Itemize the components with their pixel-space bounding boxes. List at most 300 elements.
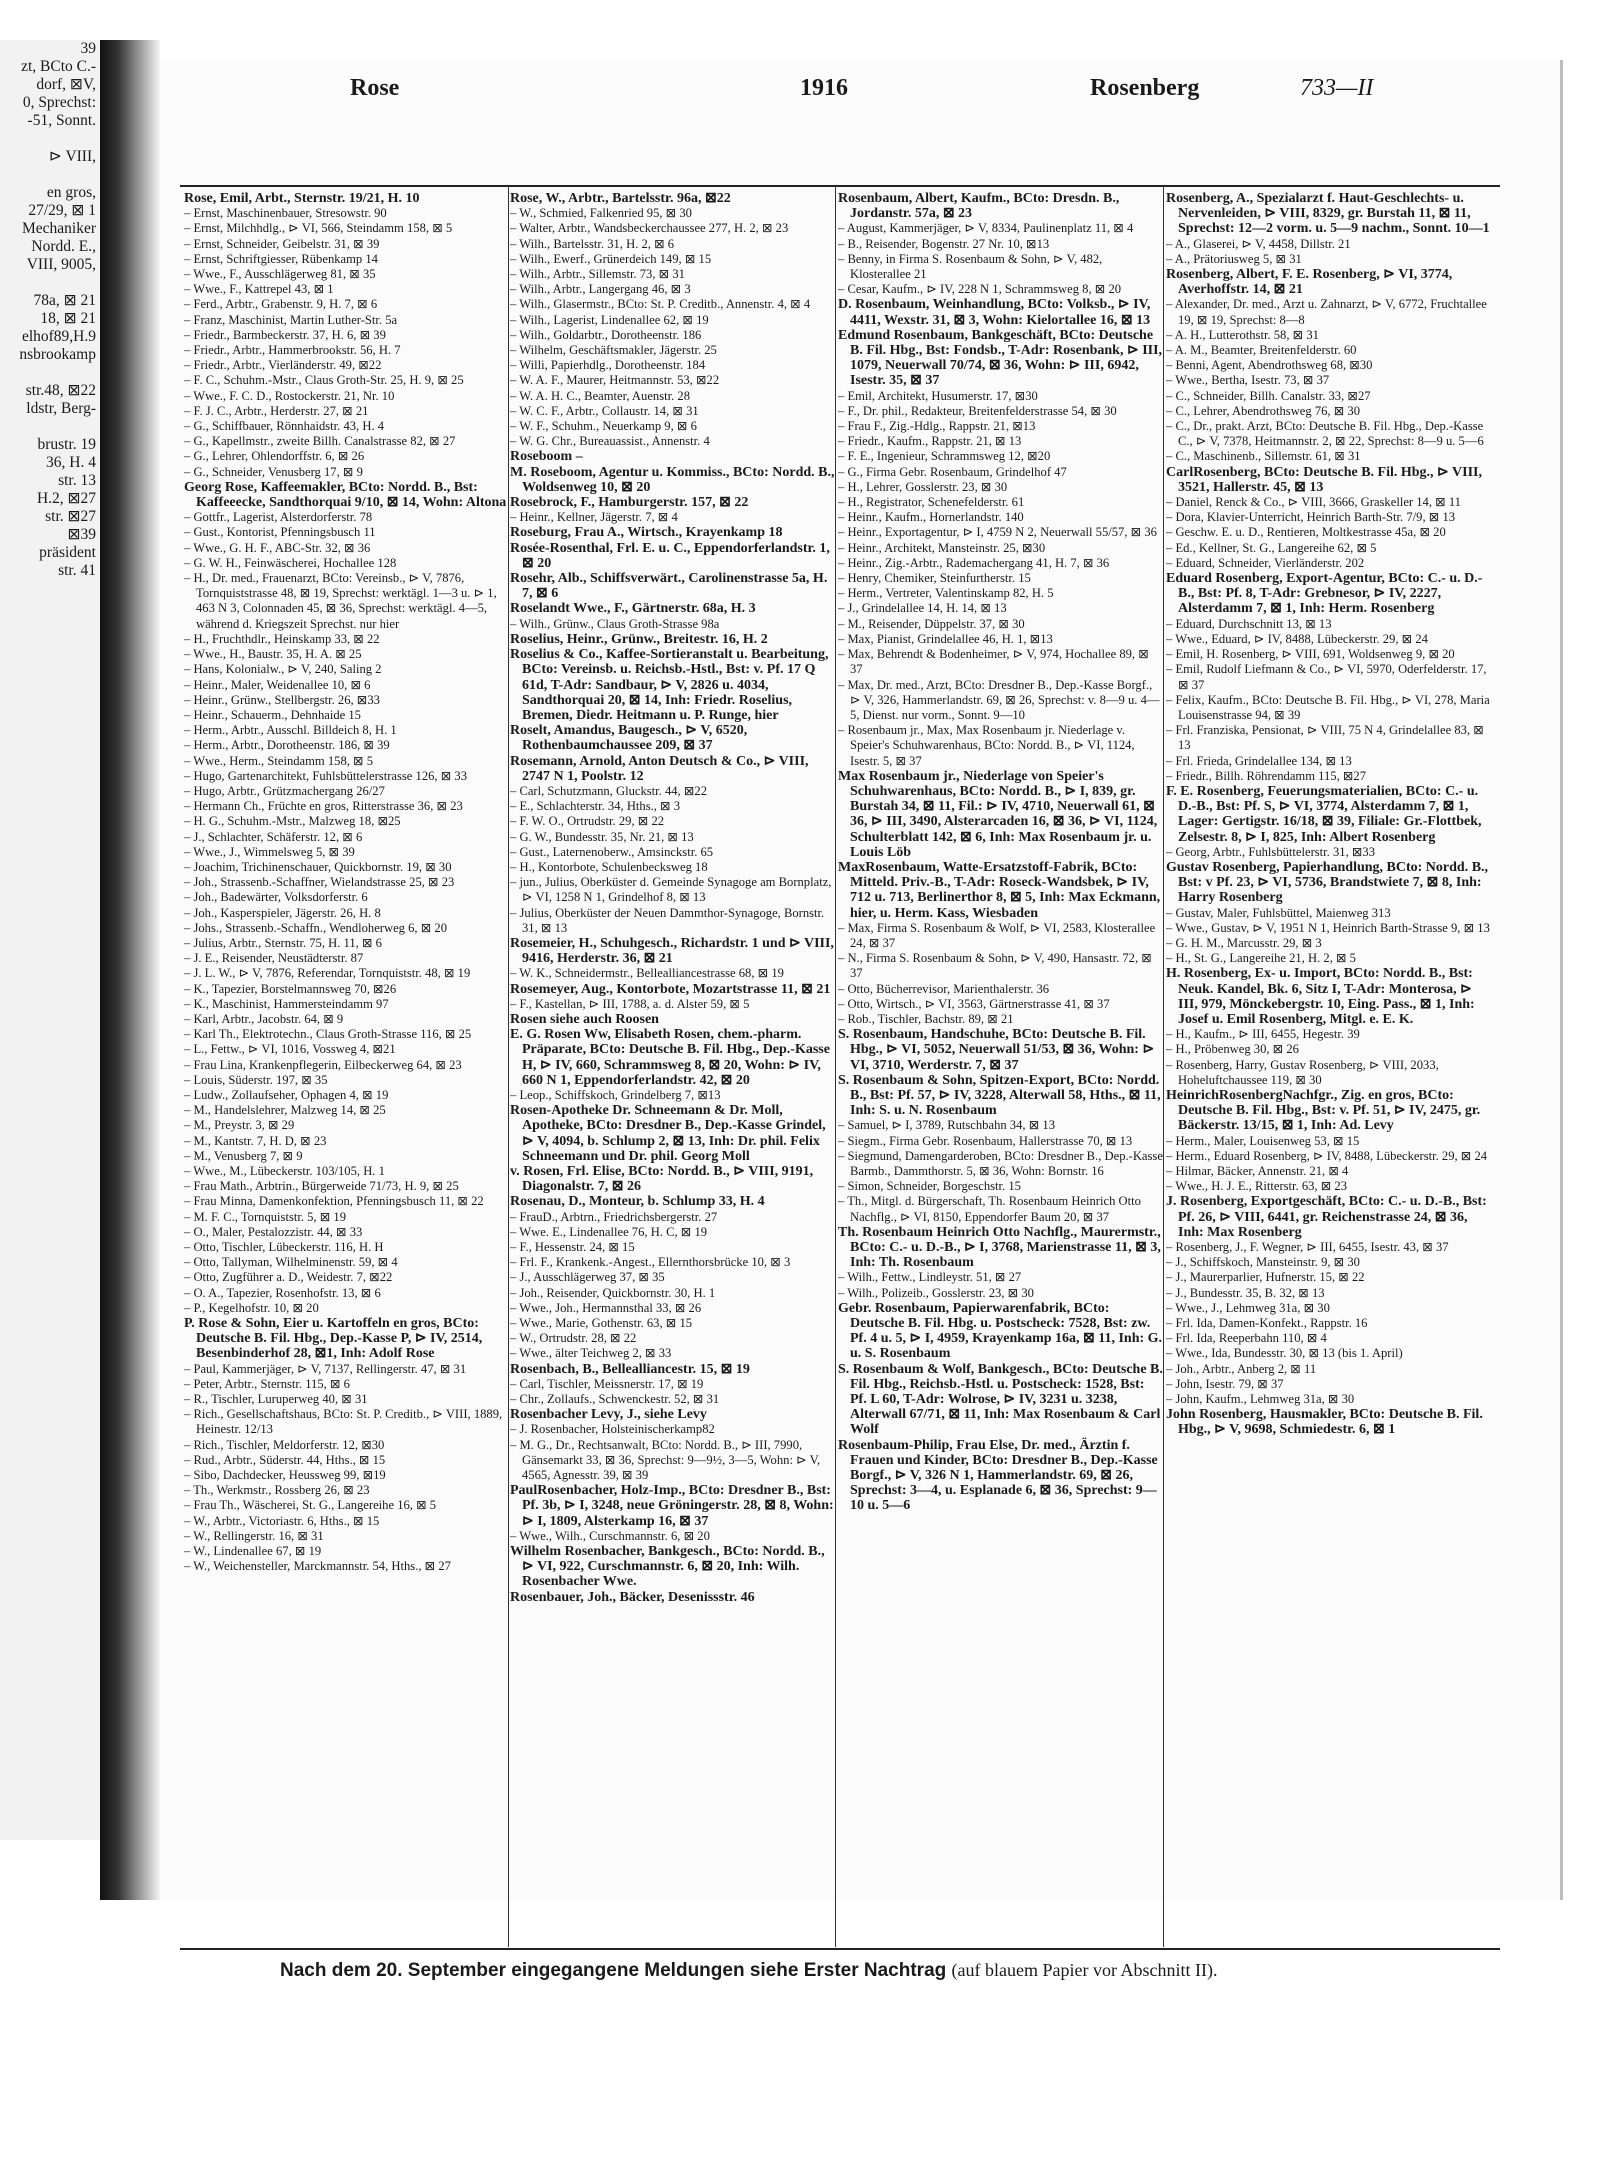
directory-entry: – Wilh., Lagerist, Lindenallee 62, ⊠ 19 <box>510 312 709 327</box>
directory-entry: – W. A. F., Maurer, Heitmannstr. 53, ⊠22 <box>510 373 720 388</box>
facing-page-fragment: 0, Sprechst: <box>22 94 96 111</box>
directory-entry: – G., Schiffbauer, Rönnhaidstr. 43, H. 4 <box>184 419 385 434</box>
directory-entry: – Wwe., Gustav, ⊳ V, 1951 N 1, Heinrich Barth-Strasse 9, ⊠ 13 <box>1166 920 1490 935</box>
facing-page-fragment <box>0 274 100 292</box>
directory-entry: – C., Dr., prakt. Arzt, BCto: Deutsche B. Fil. Hbg., Dep.-Kasse C., ⊳ V, 7378, Heitmannstr. 2, ⊠ 22, Sprechst: 8—9 u. 5—6 <box>1166 419 1484 449</box>
directory-entry: – Wilh., Arbtr., Langergang 46, ⊠ 3 <box>510 282 691 297</box>
directory-entry: – W., Schmied, Falkenried 95, ⊠ 30 <box>510 206 692 221</box>
directory-entry: – Emil, H. Rosenberg, ⊳ VIII, 691, Woldsenweg 9, ⊠ 20 <box>1166 647 1455 662</box>
facing-page-fragment: Nordd. E., <box>31 238 96 255</box>
directory-entry: – Siegmund, Damengarderoben, BCto: Dresdner B., Dep.-Kasse Barmb., Dammthorstr. 5, ⊠ 36, Wohn: Bornstr. 16 <box>838 1148 1163 1178</box>
directory-entry: – Rosenberg, J., F. Wegner, ⊳ III, 6455, Isestr. 43, ⊠ 37 <box>1166 1240 1449 1255</box>
directory-entry: – W. F., Schuhm., Neuerkamp 9, ⊠ 6 <box>510 419 697 434</box>
directory-entry: MaxRosenbaum, Watte-Ersatzstoff-Fabrik, BCto: Mitteld. Priv.-B., T-Adr: Roseck-Wandsbek, ⊳ IV, 712 u. 713, Berlinerthor 8, ⊠ 5, Inh: Max Eckmann, hier, u. Herm. Kass, Wiesbaden <box>838 859 1161 921</box>
directory-entry: – H., Kaufm., ⊳ III, 6455, Hegestr. 39 <box>1166 1027 1360 1042</box>
directory-entry: – Rosenberg, Harry, Gustav Rosenberg, ⊳ VIII, 2033, Hoheluftchaussee 119, ⊠ 30 <box>1166 1057 1439 1087</box>
facing-page-fragment: 78a, ⊠ 21 <box>33 292 96 309</box>
directory-entry: – C., Lehrer, Abendrothsweg 76, ⊠ 30 <box>1166 403 1361 418</box>
header-last-name: Rosenberg <box>1090 75 1200 101</box>
facing-page-fragment: str. ⊠27 <box>45 508 96 525</box>
directory-entry: – Ferd., Arbtr., Grabenstr. 9, H. 7, ⊠ 6 <box>184 297 378 312</box>
facing-page-fragment: Mechaniker <box>21 220 96 237</box>
directory-entry: – Alexander, Dr. med., Arzt u. Zahnarzt, ⊳ V, 6772, Fruchtallee 19, ⊠ 19, Sprechst: 8—8 <box>1166 297 1487 327</box>
facing-page-edge <box>0 40 100 1840</box>
facing-page-fragment: 27/29, ⊠ 1 <box>28 202 96 219</box>
directory-entry: – Wilh., Grünw., Claus Groth-Strasse 98a <box>510 616 720 631</box>
directory-entry: – Joh., Badewärter, Volksdorferstr. 6 <box>184 890 368 905</box>
directory-entry: – J. Rosenbacher, Holsteinischerkamp82 <box>510 1422 715 1437</box>
facing-page-fragment: nsbrookamp <box>19 346 96 363</box>
directory-entry: – Gust., Laternenoberw., Amsinckstr. 65 <box>510 844 714 859</box>
directory-entry: – F., Hessenstr. 24, ⊠ 15 <box>510 1240 635 1255</box>
directory-entry: – Herm., Vertreter, Valentinskamp 82, H. 5 <box>838 586 1054 601</box>
facing-page-fragment: H.2, ⊠27 <box>36 490 96 507</box>
directory-entry: – Wilh., Bartelsstr. 31, H. 2, ⊠ 6 <box>510 236 675 251</box>
directory-entry: – J. E., Reisender, Neustädterstr. 87 <box>184 951 364 966</box>
directory-entry: – Rob., Tischler, Bachstr. 89, ⊠ 21 <box>838 1011 1014 1026</box>
directory-entry: – Wwe., Wilh., Curschmannstr. 6, ⊠ 20 <box>510 1528 710 1543</box>
directory-entry: – F., Kastellan, ⊳ III, 1788, a. d. Alster 59, ⊠ 5 <box>510 996 750 1011</box>
directory-entry: HeinrichRosenbergNachfgr., Zig. en gros, BCto: Deutsche B. Fil. Hbg., Bst: v. Pf. 51, ⊳ IV, 2475, gr. Bäckerstr. 13/15, ⊠ 1, Inh: Ad. Levy <box>1166 1087 1481 1134</box>
directory-entry: – Wilh., Polizeib., Gosslerstr. 23, ⊠ 30 <box>838 1285 1034 1300</box>
directory-entry: – H., Registrator, Schenefelderstr. 61 <box>838 495 1025 510</box>
directory-entry: – Rich., Gesellschaftshaus, BCto: St. P. Creditb., ⊳ VIII, 1889, Heinestr. 12/13 <box>184 1407 503 1437</box>
directory-entry: Gebr. Rosenbaum, Papierwarenfabrik, BCto: Deutsche B. Fil. Hbg. u. Postscheck: 7528, Bst: zw. Pf. 4 u. 5, ⊳ I, 4959, Krayenkamp 16a, ⊠ 11, Inh: G. u. S. Rosenbaum <box>838 1300 1163 1362</box>
directory-entry: Rosenberg, Albert, F. E. Rosenberg, ⊳ VI, 3774, Averhoffstr. 14, ⊠ 21 <box>1166 267 1453 298</box>
directory-entry: – M. G., Dr., Rechtsanwalt, BCto: Nordd. B., ⊳ III, 7990, Gänsemarkt 33, ⊠ 36, Sprechst: 9—9½, 3—5, Wohn: ⊳ V, 4565, Agnesstr. 39, ⊠ 39 <box>510 1437 821 1483</box>
directory-entry: Georg Rose, Kaffeemakler, BCto: Nordd. B., Bst: Kaffeeecke, Sandthorquai 9/10, ⊠ 14, Wohn: Altona <box>184 479 507 511</box>
directory-entry: H. Rosenberg, Ex- u. Import, BCto: Nordd. B., Bst: Neuk. Kandel, Bk. 6, Sitz I, T-Adr: Monterosa, ⊳ III, 979, Mönckebergstr. 10, Eing. Pass., ⊠ 1, Inh: Josef u. Emil Rosenberg, Mitgl. e. E. K. <box>1166 966 1475 1027</box>
directory-entry: – Wwe., G. H. F., ABC-Str. 32, ⊠ 36 <box>184 540 371 555</box>
directory-entry: Rosehr, Alb., Schiffsverwärt., Carolinenstrasse 5a, H. 7, ⊠ 6 <box>510 571 828 602</box>
directory-entry: – Louis, Süderstr. 197, ⊠ 35 <box>184 1072 328 1087</box>
facing-page-fragment: VIII, 9005, <box>26 256 96 273</box>
directory-entry: – Th., Mitgl. d. Bürgerschaft, Th. Rosenbaum Heinrich Otto Nachflg., ⊳ VI, 8150, Eppendorfer Baum 20, ⊠ 37 <box>838 1194 1141 1224</box>
directory-entry: – Wwe., F., Kattrepel 43, ⊠ 1 <box>184 282 334 297</box>
directory-entry: – J., Ausschlägerweg 37, ⊠ 35 <box>510 1270 665 1285</box>
directory-entry: – G., Firma Gebr. Rosenbaum, Grindelhof 47 <box>838 464 1067 479</box>
directory-entry: – H., Fruchthdlr., Heinskamp 33, ⊠ 22 <box>184 631 380 646</box>
directory-entry: – A., Glaserei, ⊳ V, 4458, Dillstr. 21 <box>1166 236 1351 251</box>
directory-entry: Rosenbaum-Philip, Frau Else, Dr. med., Ärztin f. Frauen und Kinder, BCto: Dresdner B., Dep.-Kasse Borgf., ⊳ V, 326 N 1, Hammerlandstr. 69, ⊠ 26, Sprechst: 3—4, u. Esplanade 6, ⊠ 36, Sprechst: 9—10 u. 5—6 <box>838 1437 1158 1514</box>
facing-page-fragment: ⊳ VIII, <box>48 148 96 165</box>
directory-entry: S. Rosenbaum & Wolf, Bankgesch., BCto: Deutsche B. Fil. Hbg., Reichsb.-Hstl. u. Postscheck: 1528, Bst: Pf. L 60, T-Adr: Wolrose, ⊳ IV, 3231 u. 3238, Alterwall 67/71, ⊠ 11, Inh: Max Rosenbaum & Carl Wolf <box>838 1361 1163 1438</box>
directory-entry: – W., Weichensteller, Marckmannstr. 54, Hths., ⊠ 27 <box>184 1559 451 1574</box>
directory-entry: – K., Maschinist, Hammersteindamm 97 <box>184 996 389 1011</box>
directory-entry: – F. E., Ingenieur, Schrammsweg 12, ⊠20 <box>838 449 1051 464</box>
facing-page-fragment: 36, H. 4 <box>46 454 96 471</box>
directory-entry: – Hugo, Gartenarchitekt, Fuhlsbüttelerstrasse 126, ⊠ 33 <box>184 768 468 783</box>
directory-entry: – W., Lindenallee 67, ⊠ 19 <box>184 1544 322 1559</box>
facing-page-fragment: elhof89,H.9 <box>21 328 96 345</box>
header-year: 1916 <box>800 75 848 101</box>
directory-entry: Rosemann, Arnold, Anton Deutsch & Co., ⊳ VIII, 2747 N 1, Poolstr. 12 <box>510 753 809 784</box>
directory-entry: – Wwe., F. C. D., Rostockerstr. 21, Nr. 10 <box>184 388 395 403</box>
directory-entry: – Benni, Agent, Abendrothsweg 68, ⊠30 <box>1166 358 1373 373</box>
directory-entry: – Simon, Schneider, Borgeschstr. 15 <box>838 1179 1021 1194</box>
directory-entry: M. Roseboom, Agentur u. Kommiss., BCto: Nordd. B., Woldsenweg 10, ⊠ 20 <box>510 464 835 495</box>
directory-entry: – Wilh., Fettw., Lindleystr. 51, ⊠ 27 <box>838 1270 1022 1285</box>
header-first-name: Rose <box>350 75 400 101</box>
directory-entry: – Max, Pianist, Grindelallee 46, H. 1, ⊠13 <box>838 631 1053 646</box>
directory-entry: – P., Kegelhofstr. 10, ⊠ 20 <box>184 1300 319 1315</box>
directory-entry: – Karl Th., Elektrotechn., Claus Groth-Strasse 116, ⊠ 25 <box>184 1027 472 1042</box>
directory-entry: – Cesar, Kaufm., ⊳ IV, 228 N 1, Schrammsweg 8, ⊠ 20 <box>838 282 1122 297</box>
directory-entry: – B., Reisender, Bogenstr. 27 Nr. 10, ⊠13 <box>838 236 1050 251</box>
directory-entry: – Otto, Tischler, Lübeckerstr. 116, H. H <box>184 1240 384 1255</box>
directory-entry: – Wwe., H., Baustr. 35, H. A. ⊠ 25 <box>184 647 362 662</box>
directory-entry: – C., Maschinenb., Sillemstr. 61, ⊠ 31 <box>1166 449 1361 464</box>
directory-entry: – M. F. C., Tornquiststr. 5, ⊠ 19 <box>184 1209 347 1224</box>
directory-entry: Wilhelm Rosenbacher, Bankgesch., BCto: Nordd. B., ⊳ VI, 922, Curschmannstr. 6, ⊠ 20, Inh: Wilh. Rosenbacher Wwe. <box>510 1544 825 1590</box>
directory-entry: – N., Firma S. Rosenbaum & Sohn, ⊳ V, 490, Hansastr. 72, ⊠ 37 <box>838 951 1152 981</box>
directory-entry: – Hans, Kolonialw., ⊳ V, 240, Saling 2 <box>184 662 382 677</box>
directory-entry: – Ed., Kellner, St. G., Langereihe 62, ⊠ 5 <box>1166 540 1377 555</box>
directory-entry: – Wilh., Goldarbtr., Dorotheenstr. 186 <box>510 327 702 342</box>
directory-entry: – Frau Math., Arbtrin., Bürgerweide 71/73, H. 9, ⊠ 25 <box>184 1179 459 1194</box>
directory-entry: – W. K., Schneidermstr., Bellealliancestrasse 68, ⊠ 19 <box>510 966 784 981</box>
facing-page-fragment: dorf, ⊠V, <box>36 76 96 93</box>
facing-page-fragment <box>0 364 100 382</box>
directory-entry: – Eduard, Durchschnitt 13, ⊠ 13 <box>1166 616 1332 631</box>
directory-entry: – John, Isestr. 79, ⊠ 37 <box>1166 1376 1284 1391</box>
directory-entry: – A. H., Lutterothstr. 58, ⊠ 31 <box>1166 327 1319 342</box>
footer-note <box>280 1960 1480 1990</box>
footer-normal-text: (auf blauem Papier vor Abschnitt II). <box>951 1960 1218 1980</box>
directory-entry: – Joh., Strassenb.-Schaffner, Wielandstrasse 25, ⊠ 23 <box>184 875 455 890</box>
directory-entry: – Heinr., Exportagentur, ⊳ I, 4759 N 2, Neuerwall 55/57, ⊠ 36 <box>838 525 1157 540</box>
directory-entry: – Wwe., Eduard, ⊳ IV, 8488, Lübeckerstr. 29, ⊠ 24 <box>1166 631 1428 646</box>
directory-entry: – Karl, Arbtr., Jacobstr. 64, ⊠ 9 <box>184 1011 344 1026</box>
directory-entry: – W. G. Chr., Bureauassist., Annenstr. 4 <box>510 434 710 449</box>
directory-columns <box>180 185 1500 1947</box>
directory-entry: – Th., Werkmstr., Rossberg 26, ⊠ 23 <box>184 1483 370 1498</box>
page-header <box>0 75 1440 115</box>
directory-entry: – Frau Minna, Damenkonfektion, Pfenningsbusch 11, ⊠ 22 <box>184 1194 484 1209</box>
directory-entry: PaulRosenbacher, Holz-Imp., BCto: Dresdner B., Bst: Pf. 3b, ⊳ I, 3248, neue Gröningerstr. 28, ⊠ 8, Wohn: ⊳ I, 1809, Alsterkamp 16, ⊠ 37 <box>510 1483 834 1529</box>
directory-entry: – Carl, Schutzmann, Gluckstr. 44, ⊠22 <box>510 783 707 798</box>
directory-entry: – Herm., Arbtr., Dorotheenstr. 186, ⊠ 39 <box>184 738 390 753</box>
directory-entry: Th. Rosenbaum Heinrich Otto Nachflg., Maurermstr., BCto: C.- u. D.-B., ⊳ I, 3768, Marienstrasse 11, ⊠ 3, Inh: Th. Rosenbaum <box>838 1224 1161 1271</box>
directory-entry: – Rud., Arbtr., Süderstr. 44, Hths., ⊠ 15 <box>184 1452 386 1467</box>
directory-entry: S. Rosenbaum, Handschuhe, BCto: Deutsche B. Fil. Hbg., ⊳ VI, 5052, Neuerwall 51/53, ⊠ 36, Wohn: ⊳ VI, 3710, Werderstr. 7, ⊠ 37 <box>838 1027 1155 1073</box>
directory-entry: – Friedr., Arbtr., Hammerbrookstr. 56, H. 7 <box>184 343 401 358</box>
facing-page-fragment: -51, Sonnt. <box>27 112 96 129</box>
facing-page-fragment: präsident <box>39 544 96 561</box>
directory-entry: – FrauD., Arbtrn., Friedrichsbergerstr. 27 <box>510 1209 718 1224</box>
directory-entry: – F. W. O., Ortrudstr. 29, ⊠ 22 <box>510 814 665 829</box>
facing-page-fragment: str.48, ⊠22 <box>25 382 96 399</box>
directory-entry: E. G. Rosen Ww, Elisabeth Rosen, chem.-pharm. Präparate, BCto: Deutsche B. Fil. Hbg., Dep.-Kasse H, ⊳ IV, 660, Schrammsweg 8, ⊠ 20, Wohn: ⊳ IV, 660 N 1, Eppendorferlandstr. 42, ⊠ 20 <box>510 1027 830 1088</box>
directory-entry: – Chr., Zollaufs., Schwenckestr. 52, ⊠ 31 <box>510 1392 720 1407</box>
facing-page-fragment: str. 41 <box>58 562 96 579</box>
directory-entry: – H., Dr. med., Frauenarzt, BCto: Vereinsb., ⊳ V, 7876, Tornquiststrasse 48, ⊠ 19, Sprechst: werktägl. 1—3 u. ⊳ 1, 463 N 3, Colonnaden 45, ⊠ 36, Sprechst: werktägl. 4—5, während d. Kriegszeit Sprechst. nur hier <box>184 571 497 631</box>
directory-entry: – Emil, Rudolf Liefmann & Co., ⊳ VI, 5970, Oderfelderstr. 17, ⊠ 37 <box>1166 662 1487 692</box>
directory-entry: – Max, Firma S. Rosenbaum & Wolf, ⊳ VI, 2583, Klosterallee 24, ⊠ 37 <box>838 920 1156 950</box>
directory-entry: Roseburg, Frau A., Wirtsch., Krayenkamp 18 <box>510 525 783 541</box>
directory-entry: Roselius & Co., Kaffee-Sortieranstalt u. Bearbeitung, BCto: Vereinsb. u. Reichsb.-Hstl., Bst: v. Pf. 17 Q 61d, T-Adr: Sandbaur, ⊳ V, 2826 u. 4034, Sandthorquai 20, ⊠ 14, Inh: Friedr. Roselius, Bremen, Diedr. Heitmann u. P. Runge, hier <box>510 647 829 723</box>
directory-entry: – C., Schneider, Billh. Canalstr. 33, ⊠27 <box>1166 388 1371 403</box>
directory-entry: – Wilh., Arbtr., Sillemstr. 73, ⊠ 31 <box>510 267 685 282</box>
directory-entry: – Wwe. E., Lindenallee 76, H. C, ⊠ 19 <box>510 1224 708 1239</box>
directory-entry: – Heinr., Zig.-Arbtr., Rademachergang 41, H. 7, ⊠ 36 <box>838 555 1110 570</box>
directory-entry: – Heinr., Kaufm., Hornerlandstr. 140 <box>838 510 1024 525</box>
directory-entry: – W. A. H. C., Beamter, Auenstr. 28 <box>510 388 691 403</box>
directory-entry: – Wwe., Ida, Bundesstr. 30, ⊠ 13 (bis 1. April) <box>1166 1346 1403 1361</box>
book-spine <box>100 40 160 1900</box>
directory-entry: Rosenbaum, Albert, Kaufm., BCto: Dresdn. B., Jordanstr. 57a, ⊠ 23 <box>838 191 1120 222</box>
directory-entry: – John, Kaufm., Lehmweg 31a, ⊠ 30 <box>1166 1392 1355 1407</box>
directory-entry: – Julius, Arbtr., Sternstr. 75, H. 11, ⊠ 6 <box>184 935 382 950</box>
directory-entry: – Carl, Tischler, Meissnerstr. 17, ⊠ 19 <box>510 1376 704 1391</box>
directory-entry: Rosenbauer, Joh., Bäcker, Desenissstr. 46 <box>510 1589 755 1605</box>
directory-entry: – Max, Behrendt & Bodenheimer, ⊳ V, 974, Hochallee 89, ⊠ 37 <box>838 647 1149 677</box>
directory-entry: – Daniel, Renck & Co., ⊳ VIII, 3666, Graskeller 14, ⊠ 11 <box>1166 495 1461 510</box>
footer-rule <box>180 1948 1500 1950</box>
directory-entry: – Wilh., Ewerf., Grünerdeich 149, ⊠ 15 <box>510 251 712 266</box>
facing-page-fragment <box>0 166 100 184</box>
directory-entry: – Ernst, Schneider, Geibelstr. 31, ⊠ 39 <box>184 236 380 251</box>
column-divider <box>835 187 836 1947</box>
directory-entry: – Herm., Maler, Louisenweg 53, ⊠ 15 <box>1166 1133 1360 1148</box>
directory-entry: – Otto, Bücherrevisor, Marienthalerstr. 36 <box>838 981 1050 996</box>
directory-entry: – H., Lehrer, Gosslerstr. 23, ⊠ 30 <box>838 479 1008 494</box>
directory-entry: – Benny, in Firma S. Rosenbaum & Sohn, ⊳ V, 482, Klosterallee 21 <box>838 251 1103 282</box>
directory-entry: – Friedr., Billh. Röhrendamm 115, ⊠27 <box>1166 768 1367 783</box>
facing-page-fragment: str. 13 <box>58 472 96 489</box>
directory-entry: – R., Tischler, Luruperweg 40, ⊠ 31 <box>184 1392 368 1407</box>
directory-entry: – Frl. Ida, Damen-Konfekt., Rappstr. 16 <box>1166 1316 1368 1331</box>
directory-entry: – Wwe., J., Wimmelsweg 5, ⊠ 39 <box>184 844 355 859</box>
directory-entry: – Max, Dr. med., Arzt, BCto: Dresdner B., Dep.-Kasse Borgf., ⊳ V, 326, Hammerlandstr. 69, ⊠ 26, Sprechst: v. 8—9 u. 4—5, Dienst. nur vorm., Sonnt. 9—10 <box>838 677 1160 722</box>
directory-entry: – Hermann Ch., Früchte en gros, Ritterstrasse 36, ⊠ 23 <box>184 799 463 814</box>
directory-entry: – H., St. G., Langereihe 21, H. 2, ⊠ 5 <box>1166 951 1356 966</box>
directory-entry: – Frau F., Zig.-Hdlg., Rappstr. 21, ⊠13 <box>838 419 1036 434</box>
directory-entry: – Wwe., Bertha, Isestr. 73, ⊠ 37 <box>1166 373 1330 388</box>
directory-entry: – Frau Th., Wäscherei, St. G., Langereihe 16, ⊠ 5 <box>184 1498 437 1513</box>
facing-page-fragment: zt, BCto C.- <box>21 58 96 75</box>
directory-entry: – Joh., Reisender, Quickbornstr. 30, H. 1 <box>510 1285 716 1300</box>
directory-entry: – K., Tapezier, Borstelmannsweg 70, ⊠26 <box>184 981 397 996</box>
directory-entry: – August, Kammerjäger, ⊳ V, 8334, Paulinenplatz 11, ⊠ 4 <box>838 221 1134 236</box>
directory-entry: – O. A., Tapezier, Rosenhofstr. 13, ⊠ 6 <box>184 1285 381 1300</box>
directory-entry: – jun., Julius, Oberküster d. Gemeinde Synagoge am Bornplatz, ⊳ VI, 1258 N 1, Grindelhof 8, ⊠ 13 <box>510 875 832 905</box>
directory-entry: F. E. Rosenberg, Feuerungsmaterialien, BCto: C.- u. D.-B., Bst: Pf. S, ⊳ VI, 3774, Alsterdamm 7, ⊠ 1, Lager: Gertigstr. 16/18, ⊠ 39, Filiale: Gr.-Flottbek, Zelsestr. 8, ⊳ I, 825, Inh: Albert Rosenberg <box>1166 783 1482 845</box>
directory-entry: Rosen siehe auch Roosen <box>510 1011 659 1027</box>
directory-entry: Rose, W., Arbtr., Bartelsstr. 96a, ⊠22 <box>510 191 731 206</box>
column-2 <box>510 187 835 1951</box>
directory-entry: – Dora, Klavier-Unterricht, Heinrich Barth-Str. 7/9, ⊠ 13 <box>1166 510 1456 525</box>
directory-entry: J. Rosenberg, Exportgeschäft, BCto: C.- u. D.-B., Bst: Pf. 26, ⊳ VIII, 6441, gr. Reichenstrasse 24, ⊠ 36, Inh: Max Rosenberg <box>1166 1194 1487 1240</box>
directory-entry: – Hugo, Arbtr., Grützmachergang 26/27 <box>184 783 385 798</box>
directory-entry: – Gust., Kontorist, Pfenningsbusch 11 <box>184 525 376 540</box>
directory-entry: – Wwe., älter Teichweg 2, ⊠ 33 <box>510 1346 672 1361</box>
directory-entry: – Hilmar, Bäcker, Annenstr. 21, ⊠ 4 <box>1166 1164 1349 1178</box>
footer-bold-text: Nach dem 20. September eingegangene Meldungen siehe Erster Nachtrag <box>280 1960 947 1981</box>
directory-entry: Roselius, Heinr., Grünw., Breitestr. 16, H. 2 <box>510 631 768 647</box>
directory-entry: – Heinr., Architekt, Mansteinstr. 25, ⊠30 <box>838 540 1046 555</box>
directory-entry: Eduard Rosenberg, Export-Agentur, BCto: C.- u. D.-B., Bst: Pf. 8, T-Adr: Grebnesor, ⊳ IV, 2227, Alsterdamm 7, ⊠ 1, Inh: Herm. Rosenberg <box>1166 571 1483 617</box>
facing-page-fragment: 18, ⊠ 21 <box>40 310 96 327</box>
directory-entry: – Heinr., Kellner, Jägerstr. 7, ⊠ 4 <box>510 510 678 525</box>
directory-entry: Rosen-Apotheke Dr. Schneemann & Dr. Moll, Apotheke, BCto: Dresdner B., Dep.-Kasse Grindel, ⊳ V, 4094, b. Schlump 2, ⊠ 13, Inh: Dr. phil. Felix Schneemann und Dr. phil. Georg Moll <box>510 1103 826 1164</box>
directory-entry: – Julius, Oberküster der Neuen Dammthor-Synagoge, Bornstr. 31, ⊠ 13 <box>510 905 825 935</box>
directory-entry: CarlRosenberg, BCto: Deutsche B. Fil. Hbg., ⊳ VIII, 3521, Hallerstr. 45, ⊠ 13 <box>1166 464 1482 495</box>
directory-entry: – Gottfr., Lagerist, Alsterdorferstr. 78 <box>184 510 373 525</box>
directory-entry: – J., Maurerparlier, Hufnerstr. 15, ⊠ 22 <box>1166 1270 1365 1285</box>
directory-entry: – Heinr., Grünw., Stellbergstr. 26, ⊠33 <box>184 692 380 707</box>
directory-entry: – M., Reisender, Düppelstr. 37, ⊠ 30 <box>838 616 1025 631</box>
directory-entry: – J. L. W., ⊳ V, 7876, Referendar, Tornquiststr. 48, ⊠ 19 <box>184 966 471 981</box>
facing-page-fragment: ⊠39 <box>67 526 96 543</box>
column-3 <box>838 187 1163 1951</box>
directory-entry: – Herm., Eduard Rosenberg, ⊳ IV, 8488, Lübeckerstr. 29, ⊠ 24 <box>1166 1148 1488 1163</box>
facing-page-fragment: brustr. 19 <box>37 436 96 453</box>
directory-entry: Rosemeyer, Aug., Kontorbote, Mozartstrasse 11, ⊠ 21 <box>510 981 831 997</box>
directory-entry: – J., Grindelallee 14, H. 14, ⊠ 13 <box>838 601 1007 616</box>
column-divider <box>1163 187 1164 1947</box>
directory-entry: – Wwe., H. J. E., Ritterstr. 63, ⊠ 23 <box>1166 1179 1348 1194</box>
directory-entry: – Geschw. E. u. D., Rentieren, Moltkestrasse 45a, ⊠ 20 <box>1166 525 1446 540</box>
directory-entry: – Rosenbaum jr., Max, Max Rosenbaum jr. Niederlage v. Speier's Schuhwarenhaus, BCto: Nordd. B., ⊳ VI, 1124, Isestr. 5, ⊠ 37 <box>838 723 1135 768</box>
page-number: 733—II <box>1300 75 1374 101</box>
directory-entry: – Frl. Frieda, Grindelallee 134, ⊠ 13 <box>1166 753 1352 768</box>
directory-entry: – Gustav, Maler, Fuhlsbüttel, Maienweg 313 <box>1166 905 1391 920</box>
directory-entry: – G. W. H., Feinwäscherei, Hochallee 128 <box>184 555 397 570</box>
directory-entry: – Friedr., Barmbeckerstr. 37, H. 6, ⊠ 39 <box>184 327 386 342</box>
directory-entry: John Rosenberg, Hausmakler, BCto: Deutsche B. Fil. Hbg., ⊳ V, 9698, Schmiedestr. 6, ⊠ 1 <box>1166 1407 1483 1438</box>
directory-entry: Rosée-Rosenthal, Frl. E. u. C., Eppendorferlandstr. 1, ⊠ 20 <box>510 540 830 571</box>
facing-page-fragment <box>0 418 100 436</box>
directory-entry: – Heinr., Maler, Weidenallee 10, ⊠ 6 <box>184 677 371 692</box>
directory-entry: – Ludw., Zollaufseher, Ophagen 4, ⊠ 19 <box>184 1087 389 1102</box>
directory-entry: – O., Maler, Pestalozzistr. 44, ⊠ 33 <box>184 1224 363 1239</box>
directory-entry: Edmund Rosenbaum, Bankgeschäft, BCto: Deutsche B. Fil. Hbg., Bst: Fondsb., T-Adr: Rosenbank, ⊳ III, 1079, Neuerwall 70/74, ⊠ 36, Wohn: ⊳ III, 6942, Isestr. 35, ⊠ 37 <box>838 327 1163 389</box>
directory-entry: – Otto, Tallyman, Wilhelminenstr. 59, ⊠ 4 <box>184 1255 398 1270</box>
directory-entry: Rosenau, D., Monteur, b. Schlump 33, H. 4 <box>510 1194 765 1210</box>
directory-entry: – Herm., Arbtr., Ausschl. Billdeich 8, H. 1 <box>184 723 397 738</box>
directory-entry: – Samuel, ⊳ I, 3789, Rutschbahn 34, ⊠ 13 <box>838 1118 1055 1133</box>
directory-entry: – Wwe., Joh., Hermannsthal 33, ⊠ 26 <box>510 1300 702 1315</box>
directory-entry: – Joachim, Trichinenschauer, Quickbornstr. 19, ⊠ 30 <box>184 859 452 874</box>
directory-entry: – W., Rellingerstr. 16, ⊠ 31 <box>184 1528 324 1543</box>
directory-entry: – Frl. Franziska, Pensionat, ⊳ VIII, 75 N 4, Grindelallee 83, ⊠ 13 <box>1166 723 1484 753</box>
directory-entry: – Ernst, Schriftgiesser, Rübenkamp 14 <box>184 251 378 266</box>
directory-entry: Roseboom – <box>510 449 583 465</box>
directory-entry: – J., Bundesstr. 35, B. 32, ⊠ 13 <box>1166 1285 1325 1300</box>
directory-entry: – Henry, Chemiker, Steinfurtherstr. 15 <box>838 571 1031 586</box>
directory-entry: – Frau Lina, Krankenpflegerin, Eilbeckerweg 64, ⊠ 23 <box>184 1057 462 1072</box>
directory-entry: Roselandt Wwe., F., Gärtnerstr. 68a, H. 3 <box>510 601 756 617</box>
directory-entry: – L., Fettw., ⊳ VI, 1016, Vossweg 4, ⊠21 <box>184 1042 396 1057</box>
directory-entry: – Willi, Papierhdlg., Dorotheenstr. 184 <box>510 358 706 373</box>
directory-entry: – Friedr., Kaufm., Rappstr. 21, ⊠ 13 <box>838 434 1022 449</box>
directory-entry: – W., Arbtr., Victoriastr. 6, Hths., ⊠ 15 <box>184 1513 380 1528</box>
directory-entry: Rosebrock, F., Hamburgerstr. 157, ⊠ 22 <box>510 495 749 511</box>
directory-entry: – G. W., Bundesstr. 35, Nr. 21, ⊠ 13 <box>510 829 694 844</box>
directory-entry: Roselt, Amandus, Baugesch., ⊳ V, 6520, Rothenbaumchaussee 209, ⊠ 37 <box>510 723 748 754</box>
directory-entry: – G., Lehrer, Ohlendorffstr. 6, ⊠ 26 <box>184 449 365 464</box>
directory-entry: – F. J. C., Arbtr., Herderstr. 27, ⊠ 21 <box>184 403 369 418</box>
directory-entry: – Joh., Kasperspieler, Jägerstr. 26, H. 8 <box>184 905 381 920</box>
directory-entry: – Wwe., F., Ausschlägerweg 81, ⊠ 35 <box>184 267 376 282</box>
directory-entry: – Paul, Kammerjäger, ⊳ V, 7137, Rellingerstr. 47, ⊠ 31 <box>184 1361 467 1376</box>
column-4 <box>1166 187 1491 1951</box>
directory-entry: – Franz, Maschinist, Martin Luther-Str. 5a <box>184 312 398 327</box>
directory-entry: – Ernst, Milchhdlg., ⊳ VI, 566, Steindamm 158, ⊠ 5 <box>184 221 453 236</box>
directory-entry: – E., Schlachterstr. 34, Hths., ⊠ 3 <box>510 799 681 814</box>
directory-entry: – Johs., Strassenb.-Schaffn., Wendloherweg 6, ⊠ 20 <box>184 920 448 935</box>
directory-entry: – Peter, Arbtr., Sternstr. 115, ⊠ 6 <box>184 1376 350 1391</box>
directory-entry: – F., Dr. phil., Redakteur, Breitenfelderstrasse 54, ⊠ 30 <box>838 403 1117 418</box>
directory-entry: – J., Schiffskoch, Mansteinstr. 9, ⊠ 30 <box>1166 1255 1360 1270</box>
directory-entry: – Wwe., Marie, Gothenstr. 63, ⊠ 15 <box>510 1316 693 1331</box>
directory-entry: Rosenbacher Levy, J., siehe Levy <box>510 1407 707 1423</box>
directory-entry: – Joh., Arbtr., Anberg 2, ⊠ 11 <box>1166 1361 1317 1376</box>
directory-entry: – Wwe., Herm., Steindamm 158, ⊠ 5 <box>184 753 374 768</box>
directory-entry: – Otto, Zugführer a. D., Weidestr. 7, ⊠22 <box>184 1270 393 1285</box>
facing-page-fragment: en gros, <box>46 184 96 201</box>
directory-entry: – M., Preystr. 3, ⊠ 29 <box>184 1118 295 1133</box>
directory-entry: – Walter, Arbtr., Wandsbeckerchaussee 277, H. 2, ⊠ 23 <box>510 221 789 236</box>
directory-entry: – Wilhelm, Geschäftsmakler, Jägerstr. 25 <box>510 343 717 358</box>
directory-entry: – Wwe., M., Lübeckerstr. 103/105, H. 1 <box>184 1164 385 1178</box>
directory-entry: – M., Kantstr. 7, H. D, ⊠ 23 <box>184 1133 327 1148</box>
directory-entry: – Eduard, Schneider, Vierländerstr. 202 <box>1166 555 1365 570</box>
directory-entry: – Sibo, Dachdecker, Heussweg 99, ⊠19 <box>184 1468 386 1483</box>
directory-entry: Max Rosenbaum jr., Niederlage von Speier's Schuhwarenhaus, BCto: Nordd. B., ⊳ I, 839, gr. Burstah 34, ⊠ 11, Fil.: ⊳ IV, 4710, Neuerwall 61, ⊠ 36, ⊳ III, 3490, Alsterarcaden 16, ⊠ 36, ⊳ VI, 1124, Schulterblatt 142, ⊠ 6, Inh: Max Rosenbaum jr. u. Louis Löb <box>838 768 1158 860</box>
directory-entry: – Wwe., J., Lehmweg 31a, ⊠ 30 <box>1166 1300 1330 1315</box>
directory-entry: – G., Schneider, Venusberg 17, ⊠ 9 <box>184 464 363 479</box>
directory-entry: – G., Kapellmstr., zweite Billh. Canalstrasse 82, ⊠ 27 <box>184 434 456 449</box>
facing-page-fragment: 39 <box>80 40 96 57</box>
directory-entry: – H. G., Schuhm.-Mstr., Malzweg 18, ⊠25 <box>184 814 401 829</box>
directory-entry: – A., Prätoriusweg 5, ⊠ 31 <box>1166 251 1302 266</box>
directory-entry: S. Rosenbaum & Sohn, Spitzen-Export, BCto: Nordd. B., Bst: Pf. 57, ⊳ IV, 3228, Alterwall 58, Hths., ⊠ 11, Inh: S. u. N. Rosenbaum <box>838 1072 1161 1119</box>
directory-entry: – M., Handelslehrer, Malzweg 14, ⊠ 25 <box>184 1103 386 1118</box>
directory-entry: – Ernst, Maschinenbauer, Stresowstr. 90 <box>184 206 387 221</box>
directory-entry: Rose, Emil, Arbt., Sternstr. 19/21, H. 10 <box>184 191 420 206</box>
directory-entry: – Siegm., Firma Gebr. Rosenbaum, Hallerstrasse 70, ⊠ 13 <box>838 1133 1133 1148</box>
directory-entry: – Emil, Architekt, Husumerstr. 17, ⊠30 <box>838 388 1038 403</box>
directory-entry: P. Rose & Sohn, Eier u. Kartoffeln en gros, BCto: Deutsche B. Fil. Hbg., Dep.-Kasse P, ⊳ IV, 2514, Besenbinderhof 28, ⊠1, Inh: Adolf Rose <box>184 1316 483 1362</box>
directory-entry: – M., Venusberg 7, ⊠ 9 <box>184 1148 303 1163</box>
directory-entry: – W. C. F., Arbtr., Collaustr. 14, ⊠ 31 <box>510 403 699 418</box>
directory-entry: – J., Schlachter, Schäferstr. 12, ⊠ 6 <box>184 829 363 844</box>
directory-entry: D. Rosenbaum, Weinhandlung, BCto: Volksb., ⊳ IV, 4411, Wexstr. 31, ⊠ 3, Wohn: Kielortallee 16, ⊠ 13 <box>838 297 1151 328</box>
column-1 <box>184 187 509 1951</box>
directory-entry: – Rich., Tischler, Meldorferstr. 12, ⊠30 <box>184 1437 385 1452</box>
directory-entry: Rosenbach, B., Bellealliancestr. 15, ⊠ 19 <box>510 1361 750 1377</box>
directory-entry: v. Rosen, Frl. Elise, BCto: Nordd. B., ⊳ VIII, 9191, Diagonalstr. 7, ⊠ 26 <box>510 1164 814 1195</box>
directory-entry: – Frl. Ida, Reeperbahn 110, ⊠ 4 <box>1166 1331 1327 1346</box>
directory-entry: – G. H. M., Marcusstr. 29, ⊠ 3 <box>1166 935 1322 950</box>
facing-page-fragment <box>0 130 100 148</box>
directory-entry: – A. M., Beamter, Breitenfelderstr. 60 <box>1166 343 1357 358</box>
directory-entry: – Felix, Kaufm., BCto: Deutsche B. Fil. Hbg., ⊳ VI, 278, Maria Louisenstrasse 94, ⊠ 39 <box>1166 692 1490 722</box>
directory-entry: – Frl. F., Krankenk.-Angest., Ellernthorsbrücke 10, ⊠ 3 <box>510 1255 791 1270</box>
directory-entry: – H., Kontorbote, Schulenbecksweg 18 <box>510 859 708 874</box>
directory-entry: Rosenberg, A., Spezialarzt f. Haut-Geschlechts- u. Nervenleiden, ⊳ VIII, 8329, gr. Burstah 11, ⊠ 11, Sprechst: 12—2 vorm. u. 5—9 nachm., Sonnt. 10—1 <box>1166 191 1490 237</box>
directory-entry: – Friedr., Arbtr., Vierländerstr. 49, ⊠22 <box>184 358 382 373</box>
directory-entry: Rosemeier, H., Schuhgesch., Richardstr. 1 und ⊳ VIII, 9416, Herderstr. 36, ⊠ 21 <box>510 935 834 967</box>
directory-entry: – Leop., Schiffskoch, Grindelberg 7, ⊠13 <box>510 1087 721 1102</box>
facing-page-fragment: ldstr, Berg- <box>26 400 96 417</box>
directory-entry: – Georg, Arbtr., Fuhlsbüttelerstr. 31, ⊠33 <box>1166 844 1376 859</box>
directory-entry: Gustav Rosenberg, Papierhandlung, BCto: Nordd. B., Bst: v Pf. 23, ⊳ VI, 5736, Brandstwiete 7, ⊠ 8, Inh: Harry Rosenberg <box>1166 859 1489 906</box>
directory-entry: – Wilh., Glasermstr., BCto: St. P. Creditb., Annenstr. 4, ⊠ 4 <box>510 297 811 312</box>
directory-entry: – W., Ortrudstr. 28, ⊠ 22 <box>510 1331 637 1346</box>
